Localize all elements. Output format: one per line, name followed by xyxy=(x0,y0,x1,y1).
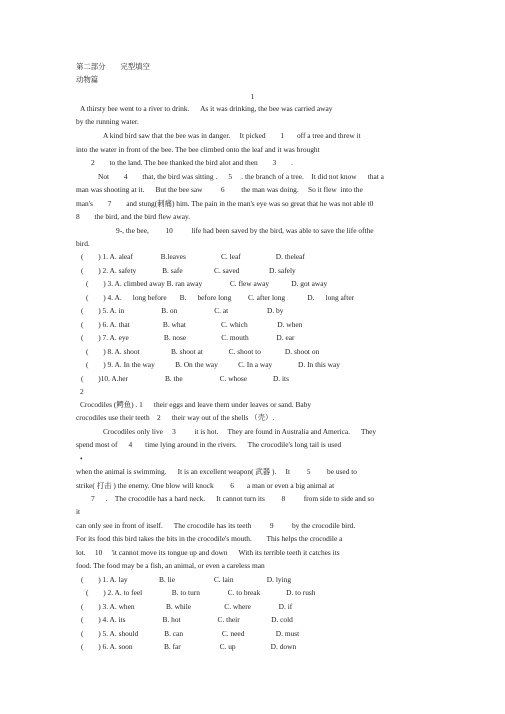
passage-1-line: Not 4 that, the bird was sitting . 5 . the branch of a tree. It did not know that a xyxy=(98,172,384,181)
passage-2-line: crocodiles use their teeth 2 their way out of the shells （壳）. xyxy=(76,413,275,422)
option-row: ( ) 4. A. long before B. before long C. after long D. long after xyxy=(86,293,355,302)
passage-2-line: strike( 打击 ) the enemy. One blow will knock 6 a man or even a big animal at xyxy=(76,481,335,490)
passage-2-line: lot. 10 'it cannot move its tongue up and down With its terrible teeth it catches its xyxy=(76,548,340,557)
option-row: ( ) 5. A. in B. on C. at D. by xyxy=(81,306,284,315)
option-row: ( ) 9. A. In the way B. On the way C. In a way D. In this way xyxy=(86,360,340,369)
passage-1-line: 8 the bird, and the bird flew away. xyxy=(76,212,191,221)
passage-2-line: For its food this bird takes the bits in the crocodile's mouth. This helps the crocodile a xyxy=(76,534,343,543)
passage-2-line: spend most of 4 time lying around in the rivers. The crocodile's long tail is used xyxy=(76,440,342,449)
passage-1-line: A thirsty bee went to a river to drink. As it was drinking, the bee was carried away xyxy=(80,104,333,113)
passage-2-line: Crocodiles only live 3 it is hot. They are found in Australia and America. They xyxy=(103,427,377,436)
passage-2-line: Crocodiles (鳄鱼) . 1 their eggs and leave them under leaves or sand. Baby xyxy=(80,400,312,409)
section-heading: 第二部分 完型填空 xyxy=(76,62,150,71)
passage-1-line: 9-, the bee, 10 life had been saved by the bird, was able to save the life ofthe xyxy=(116,226,374,235)
bullet-mark: • xyxy=(80,454,83,463)
passage-2-line: it xyxy=(76,507,81,516)
option-row: ( ) 8. A. shoot B. shoot at C. shoot to D. shoot on xyxy=(86,347,320,356)
option-row: ( ) 2. A. to feel B. to turn C. to break D. to rush xyxy=(86,588,316,597)
option-row: ( ) 1. A. lay B. lie C. lain D. lying xyxy=(81,575,292,584)
option-row: ( ) 1. A. aleaf B.leaves C. leaf D. theleaf xyxy=(81,252,305,261)
option-row: ( ) 4. A. its B. hot C. their D. cold xyxy=(81,615,293,624)
passage-1-line: A kind bird saw that the bee was in danger. It picked 1 off a tree and threw it xyxy=(103,131,361,140)
option-row: ( ) 6. A. soon B. far C. up D. down xyxy=(81,642,297,651)
option-row: ( ) 3. A. climbed away B. ran away C. flew away D. got away xyxy=(86,279,328,288)
passage-2-line: can only see in front of itself. The crocodile has its teeth 9 by the crocodile bird. xyxy=(76,521,356,530)
passage-1-line: bird. xyxy=(76,239,90,248)
passage-2-line: food. The food may be a fish, an animal, or even a careless man xyxy=(76,561,265,570)
passage-1-line: into the water in front of the bee. The bee climbed onto the leaf and it was brought xyxy=(76,145,320,154)
passage-1-line: man was shooting at it. But the bee saw 6 the man was doing. So it flew into the xyxy=(76,185,363,194)
passage-2-line: 7 . The crocodile has a hard neck. It cannot turn its 8 from side to side and so xyxy=(91,494,375,503)
option-row: ( ) 2. A. safety B. safe C. saved D. safely xyxy=(81,266,296,275)
option-row: ( ) 5. A. should B. can C. need D. must xyxy=(81,629,300,638)
option-row: ( ) 3. A. when B. while C. where D. if xyxy=(81,602,293,611)
option-row: ( ) 6. A. that B. what C. which D. when xyxy=(81,320,303,329)
passage-2-number: 2 xyxy=(80,387,84,396)
passage-2-line: when the animal is swimming. It is an excellent weapon( 武器 ). It 5 be used to xyxy=(76,467,357,476)
option-row: ( )10. A.her B. the C. whose D. its xyxy=(81,374,289,383)
passage-1-line: 2 to the land. The bee thanked the bird alot and then 3 . xyxy=(91,158,293,167)
passage-1-line: by the running water. xyxy=(76,117,139,126)
category-heading: 动物篇 xyxy=(76,75,99,84)
passage-1-line: man's 7 and stung(刺痛) him. The pain in the man's eye was so great that he was not able t0 xyxy=(76,199,374,208)
option-row: ( ) 7. A. eye B. nose C. mouth D. ear xyxy=(81,333,295,342)
passage-1-number: 1 xyxy=(250,92,255,101)
